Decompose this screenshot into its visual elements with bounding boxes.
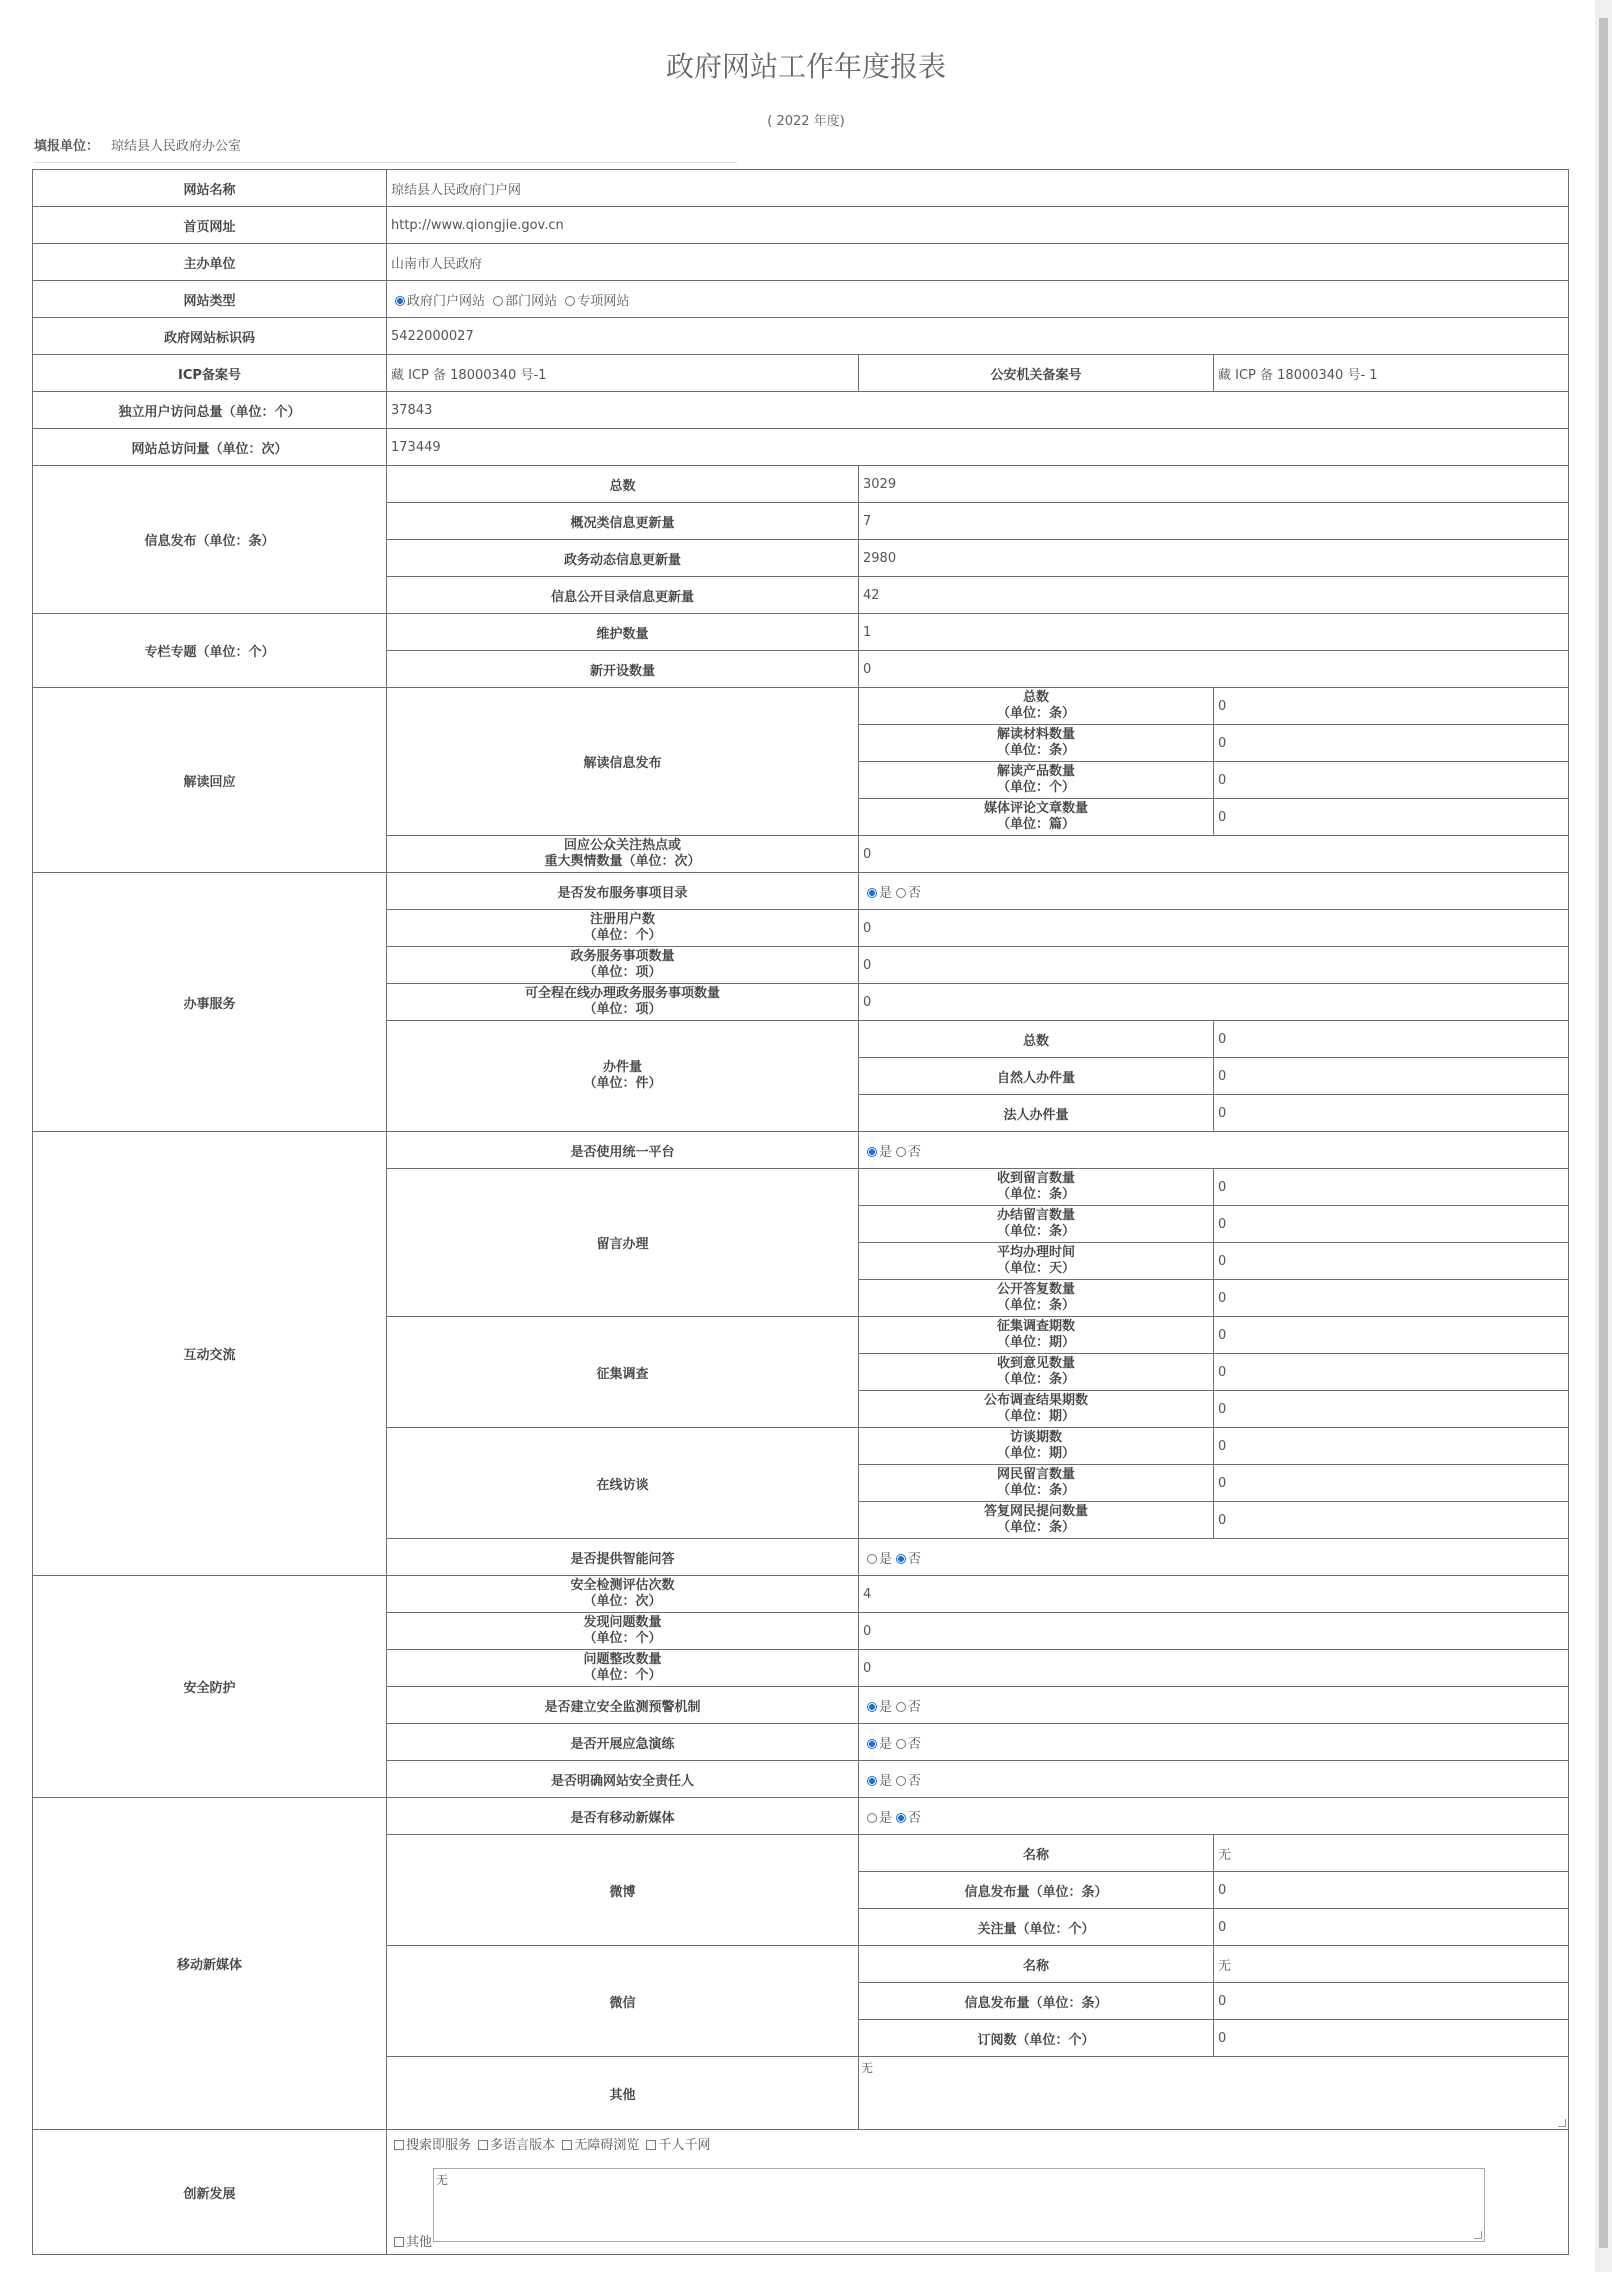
security-drill-options: 是 否 bbox=[859, 1724, 1569, 1761]
service-online-label: 可全程在线办理政务服务事项数量 （单位：项） bbox=[387, 984, 859, 1021]
column-new-label: 新开设数量 bbox=[387, 651, 859, 688]
weibo-label: 微博 bbox=[387, 1835, 859, 1946]
wechat-sub-label: 订阅数（单位：个） bbox=[859, 2020, 1214, 2057]
info-news-label: 政务动态信息更新量 bbox=[387, 540, 859, 577]
innovation-other-textarea[interactable]: 无 bbox=[433, 2168, 1485, 2242]
wechat-pub-value: 0 bbox=[1214, 1983, 1569, 2020]
security-warn-yes-radio[interactable] bbox=[867, 1702, 877, 1712]
info-news-value: 2980 bbox=[859, 540, 1569, 577]
site-type-special-label: 专项网站 bbox=[577, 293, 630, 309]
security-check-value: 4 bbox=[859, 1576, 1569, 1613]
security-warn-label: 是否建立安全监测预警机制 bbox=[387, 1687, 859, 1724]
scrollbar-thumb[interactable] bbox=[1599, 18, 1608, 2248]
weibo-pub-label: 信息发布量（单位：条） bbox=[859, 1872, 1214, 1909]
info-open-value: 42 bbox=[859, 577, 1569, 614]
media-section-label: 移动新媒体 bbox=[33, 1798, 387, 2130]
filling-unit bbox=[34, 132, 737, 163]
url-label: 首页网址 bbox=[33, 207, 387, 244]
service-items-value: 0 bbox=[859, 947, 1569, 984]
site-type-department-label: 部门网站 bbox=[505, 293, 558, 309]
service-natural-value: 0 bbox=[1214, 1058, 1569, 1095]
service-online-value: 0 bbox=[859, 984, 1569, 1021]
wechat-sub-value: 0 bbox=[1214, 2020, 1569, 2057]
interact-platform-options: 是 否 bbox=[859, 1132, 1569, 1169]
interact-msg-done-value: 0 bbox=[1214, 1206, 1569, 1243]
service-cases-label: 办件量 （单位：件） bbox=[387, 1021, 859, 1132]
report-table bbox=[32, 169, 1569, 2255]
media-other-textarea[interactable]: 无 bbox=[859, 2057, 1568, 2129]
interpret-total-label: 总数 （单位：条） bbox=[859, 688, 1214, 725]
security-warn-options: 是 否 bbox=[859, 1687, 1569, 1724]
service-catalog-no-radio[interactable] bbox=[896, 888, 906, 898]
info-open-label: 信息公开目录信息更新量 bbox=[387, 577, 859, 614]
info-section-label: 信息发布（单位：条） bbox=[33, 466, 387, 614]
service-items-label: 政务服务事项数量 （单位：项） bbox=[387, 947, 859, 984]
interact-reply-value: 0 bbox=[1214, 1280, 1569, 1317]
pv-value: 173449 bbox=[387, 429, 1569, 466]
interpret-media-label: 媒体评论文章数量 （单位：篇） bbox=[859, 799, 1214, 836]
info-overview-value: 7 bbox=[859, 503, 1569, 540]
interpret-publish-label: 解读信息发布 bbox=[387, 688, 859, 836]
url-value: http://www.qiongjie.gov.cn bbox=[387, 207, 1569, 244]
uv-label: 独立用户访问总量（单位：个） bbox=[33, 392, 387, 429]
weibo-name-value: 无 bbox=[1214, 1835, 1569, 1872]
innovation-multilang-checkbox[interactable] bbox=[478, 2140, 488, 2150]
site-type-portal-label: 政府门户网站 bbox=[407, 293, 486, 309]
pv-label: 网站总访问量（单位：次） bbox=[33, 429, 387, 466]
interact-talk-num-value: 0 bbox=[1214, 1428, 1569, 1465]
interpret-product-label: 解读产品数量 （单位：个） bbox=[859, 762, 1214, 799]
column-maintain-value: 1 bbox=[859, 614, 1569, 651]
police-value: 藏 ICP 备 18000340 号- 1 bbox=[1214, 355, 1569, 392]
interact-ai-label: 是否提供智能问答 bbox=[387, 1539, 859, 1576]
page-title: 政府网站工作年度报表 bbox=[665, 50, 946, 83]
interact-opinion-value: 0 bbox=[1214, 1354, 1569, 1391]
interact-answer-value: 0 bbox=[1214, 1502, 1569, 1539]
icp-value: 藏 ICP 备 18000340 号-1 bbox=[387, 355, 859, 392]
interact-reply-label: 公开答复数量 （单位：条） bbox=[859, 1280, 1214, 1317]
filling-unit-label: 填报单位： bbox=[34, 139, 100, 154]
weibo-follow-label: 关注量（单位：个） bbox=[859, 1909, 1214, 1946]
interpret-media-value: 0 bbox=[1214, 799, 1569, 836]
service-catalog-yes-radio[interactable] bbox=[867, 888, 877, 898]
site-code-label: 政府网站标识码 bbox=[33, 318, 387, 355]
interact-opinion-label: 收到意见数量 （单位：条） bbox=[859, 1354, 1214, 1391]
interpret-section-label: 解读回应 bbox=[33, 688, 387, 873]
interact-section-label: 互动交流 bbox=[33, 1132, 387, 1576]
innovation-other-checkbox[interactable] bbox=[394, 2237, 404, 2247]
site-name-value: 琼结县人民政府门户网 bbox=[387, 170, 1569, 207]
interact-answer-label: 答复网民提问数量 （单位：条） bbox=[859, 1502, 1214, 1539]
interact-result-label: 公布调查结果期数 （单位：期） bbox=[859, 1391, 1214, 1428]
weibo-pub-value: 0 bbox=[1214, 1872, 1569, 1909]
security-fix-value: 0 bbox=[859, 1650, 1569, 1687]
interact-ai-yes-radio[interactable] bbox=[867, 1554, 877, 1564]
service-section-label: 办事服务 bbox=[33, 873, 387, 1132]
interact-ai-no-radio[interactable] bbox=[896, 1554, 906, 1564]
security-resp-no-radio[interactable] bbox=[896, 1776, 906, 1786]
interact-ai-options: 是 否 bbox=[859, 1539, 1569, 1576]
police-label: 公安机关备案号 bbox=[859, 355, 1214, 392]
site-type-radio-department[interactable] bbox=[493, 296, 503, 306]
service-legal-label: 法人办件量 bbox=[859, 1095, 1214, 1132]
site-type-options bbox=[387, 281, 1569, 318]
interact-talk-label: 在线访谈 bbox=[387, 1428, 859, 1539]
innovation-options: 搜索即服务 多语言版本 无障碍浏览 千人千网 其他 无 bbox=[387, 2130, 1569, 2255]
media-has-label: 是否有移动新媒体 bbox=[387, 1798, 859, 1835]
info-total-value: 3029 bbox=[859, 466, 1569, 503]
interact-survey-label: 征集调查 bbox=[387, 1317, 859, 1428]
page-scrollbar[interactable] bbox=[1595, 0, 1612, 2272]
service-catalog-options: 是 否 bbox=[859, 873, 1569, 910]
service-legal-value: 0 bbox=[1214, 1095, 1569, 1132]
security-drill-label: 是否开展应急演练 bbox=[387, 1724, 859, 1761]
wechat-pub-label: 信息发布量（单位：条） bbox=[859, 1983, 1214, 2020]
info-total-label: 总数 bbox=[387, 466, 859, 503]
site-type-label: 网站类型 bbox=[33, 281, 387, 318]
wechat-name-label: 名称 bbox=[859, 1946, 1214, 1983]
info-overview-label: 概况类信息更新量 bbox=[387, 503, 859, 540]
interpret-respond-label: 回应公众关注热点或 重大舆情数量（单位：次） bbox=[387, 836, 859, 873]
interact-netmsg-label: 网民留言数量 （单位：条） bbox=[859, 1465, 1214, 1502]
interact-result-value: 0 bbox=[1214, 1391, 1569, 1428]
service-catalog-label: 是否发布服务事项目录 bbox=[387, 873, 859, 910]
media-other-label: 其他 bbox=[387, 2057, 859, 2130]
media-has-yes-radio[interactable] bbox=[867, 1813, 877, 1823]
site-name-label: 网站名称 bbox=[33, 170, 387, 207]
interpret-respond-value: 0 bbox=[859, 836, 1569, 873]
column-section-label: 专栏专题（单位：个） bbox=[33, 614, 387, 688]
icp-label: ICP备案号 bbox=[33, 355, 387, 392]
sponsor-value: 山南市人民政府 bbox=[387, 244, 1569, 281]
security-resp-options: 是 否 bbox=[859, 1761, 1569, 1798]
wechat-label: 微信 bbox=[387, 1946, 859, 2057]
weibo-name-label: 名称 bbox=[859, 1835, 1214, 1872]
interact-platform-yes-radio[interactable] bbox=[867, 1147, 877, 1157]
interpret-material-value: 0 bbox=[1214, 725, 1569, 762]
column-maintain-label: 维护数量 bbox=[387, 614, 859, 651]
service-cases-total-label: 总数 bbox=[859, 1021, 1214, 1058]
interact-msg-recv-label: 收到留言数量 （单位：条） bbox=[859, 1169, 1214, 1206]
filling-unit-value: 琼结县人民政府办公室 bbox=[111, 139, 242, 154]
sponsor-label: 主办单位 bbox=[33, 244, 387, 281]
interact-platform-no-radio[interactable] bbox=[896, 1147, 906, 1157]
interact-avg-label: 平均办理时间 （单位：天） bbox=[859, 1243, 1214, 1280]
security-section-label: 安全防护 bbox=[33, 1576, 387, 1798]
weibo-follow-value: 0 bbox=[1214, 1909, 1569, 1946]
wechat-name-value: 无 bbox=[1214, 1946, 1569, 1983]
security-problem-value: 0 bbox=[859, 1613, 1569, 1650]
service-cases-total-value: 0 bbox=[1214, 1021, 1569, 1058]
security-fix-label: 问题整改数量 （单位：个） bbox=[387, 1650, 859, 1687]
interact-msg-recv-value: 0 bbox=[1214, 1169, 1569, 1206]
site-type-radio-special[interactable] bbox=[565, 296, 575, 306]
interpret-total-value: 0 bbox=[1214, 688, 1569, 725]
security-resp-yes-radio[interactable] bbox=[867, 1776, 877, 1786]
security-check-label: 安全检测评估次数 （单位：次） bbox=[387, 1576, 859, 1613]
interact-avg-value: 0 bbox=[1214, 1243, 1569, 1280]
innovation-search-checkbox[interactable] bbox=[394, 2140, 404, 2150]
site-type-radio-portal[interactable] bbox=[395, 296, 405, 306]
interpret-material-label: 解读材料数量 （单位：条） bbox=[859, 725, 1214, 762]
interact-msg-done-label: 办结留言数量 （单位：条） bbox=[859, 1206, 1214, 1243]
site-code-value: 5422000027 bbox=[387, 318, 1569, 355]
innovation-section-label: 创新发展 bbox=[33, 2130, 387, 2255]
column-new-value: 0 bbox=[859, 651, 1569, 688]
interact-survey-num-value: 0 bbox=[1214, 1317, 1569, 1354]
security-resp-label: 是否明确网站安全责任人 bbox=[387, 1761, 859, 1798]
innovation-personalized-checkbox[interactable] bbox=[646, 2140, 656, 2150]
uv-value: 37843 bbox=[387, 392, 1569, 429]
media-has-options: 是 否 bbox=[859, 1798, 1569, 1835]
security-drill-yes-radio[interactable] bbox=[867, 1739, 877, 1749]
interact-netmsg-value: 0 bbox=[1214, 1465, 1569, 1502]
interpret-product-value: 0 bbox=[1214, 762, 1569, 799]
report-year: ( 2022 年度) bbox=[767, 114, 845, 129]
service-users-value: 0 bbox=[859, 910, 1569, 947]
interact-msg-label: 留言办理 bbox=[387, 1169, 859, 1317]
media-other-cell bbox=[859, 2057, 1569, 2130]
security-drill-no-radio[interactable] bbox=[896, 1739, 906, 1749]
security-problem-label: 发现问题数量 （单位：个） bbox=[387, 1613, 859, 1650]
media-has-no-radio[interactable] bbox=[896, 1813, 906, 1823]
interact-survey-num-label: 征集调查期数 （单位：期） bbox=[859, 1317, 1214, 1354]
security-warn-no-radio[interactable] bbox=[896, 1702, 906, 1712]
interact-talk-num-label: 访谈期数 （单位：期） bbox=[859, 1428, 1214, 1465]
service-natural-label: 自然人办件量 bbox=[859, 1058, 1214, 1095]
innovation-other-label: 其他 bbox=[406, 2235, 433, 2250]
innovation-accessible-checkbox[interactable] bbox=[562, 2140, 572, 2150]
interact-platform-label: 是否使用统一平台 bbox=[387, 1132, 859, 1169]
service-users-label: 注册用户数 （单位：个） bbox=[387, 910, 859, 947]
